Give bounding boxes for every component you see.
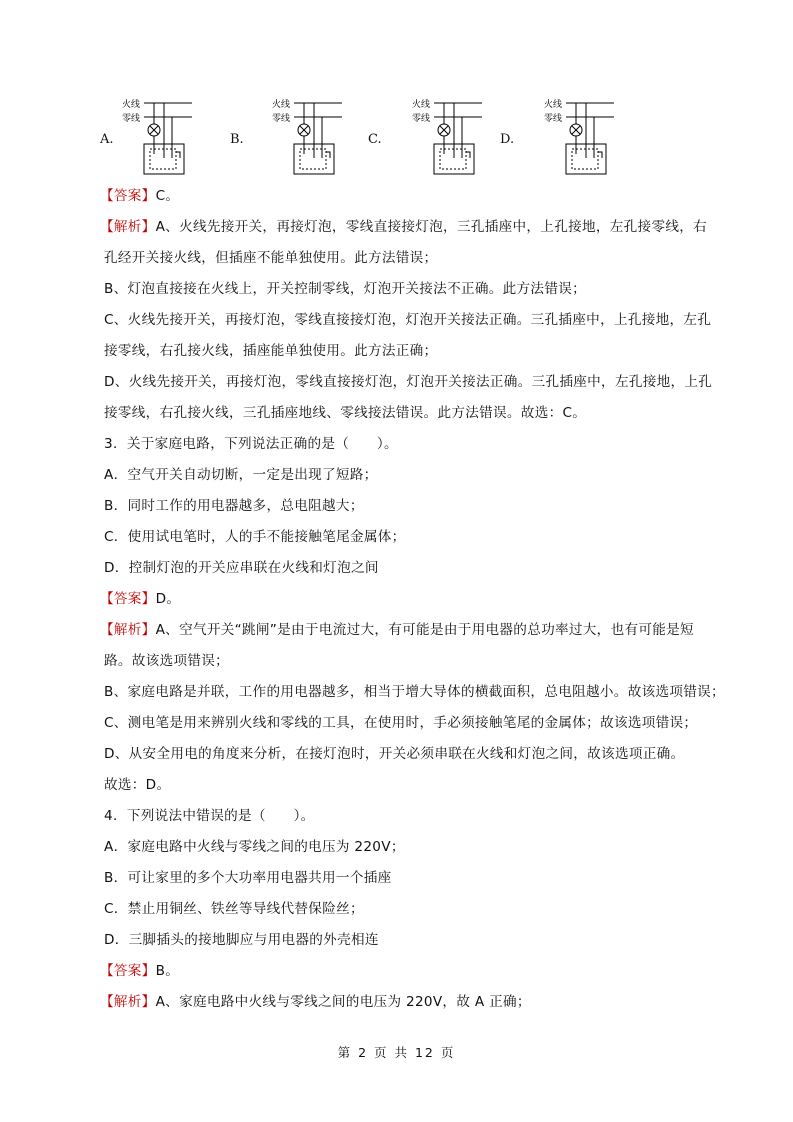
- figure-letter: C.: [368, 132, 382, 147]
- circuit-diagram-b: [250, 92, 380, 178]
- figure-letter: D.: [500, 132, 515, 147]
- q4-analysis-line-1: [100, 992, 793, 1012]
- answer-tag: 【答案】: [100, 963, 156, 979]
- q2-analysis-c-1: C、火线先接开关，再接灯泡，零线直接接灯泡，灯泡开关接法正确。三孔插座中，上孔接地，左孔: [104, 312, 712, 328]
- q3-analysis-b: B、家庭电路是并联，工作的用电器越多，相当于增大导体的横截面积，总电阻越小。故该选项错误；: [104, 684, 725, 700]
- q2-analysis-b: B、灯泡直接接在火线上，开关控制零线，灯泡开关接法不正确。此方法错误；: [104, 281, 587, 297]
- q3-stem: 3．关于家庭电路，下列说法正确的是（ ）。: [104, 436, 398, 452]
- q3-analysis-d: D、从安全用电的角度来分析，在接灯泡时，开关必须串联在火线和灯泡之间，故该选项正确。: [104, 746, 685, 762]
- q4-stem: 4．下列说法中错误的是（ ）。: [104, 808, 315, 824]
- q3-answer: [100, 589, 793, 609]
- q3-option-d: D．控制灯泡的开关应串联在火线和灯泡之间: [104, 560, 379, 576]
- q3-option-a: A．空气开关自动切断，一定是出现了短路；: [104, 467, 378, 483]
- q3-option-b: B．同时工作的用电器越多，总电阻越大；: [104, 498, 364, 514]
- answer-value: D。: [155, 591, 181, 607]
- fire-line-label: 火线: [272, 100, 291, 110]
- q4-option-b: B．可让家里的多个大功率用电器共用一个插座: [104, 870, 392, 886]
- q2-answer: [100, 186, 793, 206]
- q3-conclusion: 故选：D。: [104, 777, 171, 793]
- q2-analysis-d-1: D、火线先接开关，再接灯泡，零线直接接灯泡，灯泡开关接法正确。三孔插座中，左孔接地，上孔: [104, 374, 713, 390]
- answer-value: B。: [155, 963, 180, 979]
- q4-option-d: D．三脚插头的接地脚应与用电器的外壳相连: [104, 932, 379, 948]
- circuit-diagram-d: [520, 92, 650, 178]
- fire-line-label: 火线: [412, 100, 431, 110]
- q3-analysis-line-2: 路。故该选项错误；: [104, 653, 230, 669]
- answer-tag: 【答案】: [100, 188, 156, 204]
- q4-answer: [100, 961, 793, 981]
- q4-option-a: A．家庭电路中火线与零线之间的电压为 220V；: [104, 839, 405, 855]
- analysis-text: A、家庭电路中火线与零线之间的电压为 220V，故 A 正确；: [155, 994, 531, 1010]
- zero-line-label: 零线: [412, 114, 431, 124]
- q4-option-c: C．禁止用铜丝、铁丝等导线代替保险丝；: [104, 901, 364, 917]
- figure-option-a: [100, 92, 250, 178]
- page-footer: 第 2 页 共 12 页: [337, 1045, 456, 1060]
- q3-option-c: C．使用试电笔时，人的手不能接触笔尾金属体；: [104, 529, 406, 545]
- zero-line-label: 零线: [122, 114, 141, 124]
- q3-analysis-line-1: [100, 620, 793, 640]
- zero-line-label: 零线: [272, 114, 291, 124]
- figure-letter: B.: [230, 132, 244, 147]
- fire-line-label: 火线: [544, 100, 563, 110]
- figure-option-b: [230, 92, 380, 178]
- q2-analysis-d-2: 接零线，右孔接火线，三孔插座地线、零线接法错误。此方法错误。故选：C。: [104, 405, 587, 421]
- analysis-tag: 【解析】: [100, 219, 156, 235]
- circuit-figures: [100, 92, 660, 182]
- circuit-diagram-c: [388, 92, 518, 178]
- figure-option-c: [368, 92, 518, 178]
- figure-letter: A.: [100, 132, 114, 147]
- q2-analysis-c-2: 接零线，右孔接火线，插座能单独使用。此方法正确；: [104, 343, 438, 359]
- zero-line-label: 零线: [544, 114, 563, 124]
- fire-line-label: 火线: [122, 100, 141, 110]
- q3-analysis-c: C、测电笔是用来辨别火线和零线的工具，在使用时，手必须接触笔尾的金属体；故该选项错误；: [104, 715, 698, 731]
- figure-option-d: [500, 92, 650, 178]
- q2-analysis-line-1: [100, 217, 793, 237]
- answer-value: C。: [155, 188, 180, 204]
- analysis-text: A、空气开关“跳闸”是由于电流过大，有可能是由于用电器的总功率过大，也有可能是短: [155, 622, 694, 638]
- answer-tag: 【答案】: [100, 591, 156, 607]
- q2-analysis-line-2: 孔经开关接火线，但插座不能单独使用。此方法错误；: [104, 250, 438, 266]
- analysis-tag: 【解析】: [100, 994, 156, 1010]
- analysis-tag: 【解析】: [100, 622, 156, 638]
- analysis-text: A、火线先接开关，再接灯泡，零线直接接灯泡，三孔插座中，上孔接地，左孔接零线，右: [155, 219, 708, 235]
